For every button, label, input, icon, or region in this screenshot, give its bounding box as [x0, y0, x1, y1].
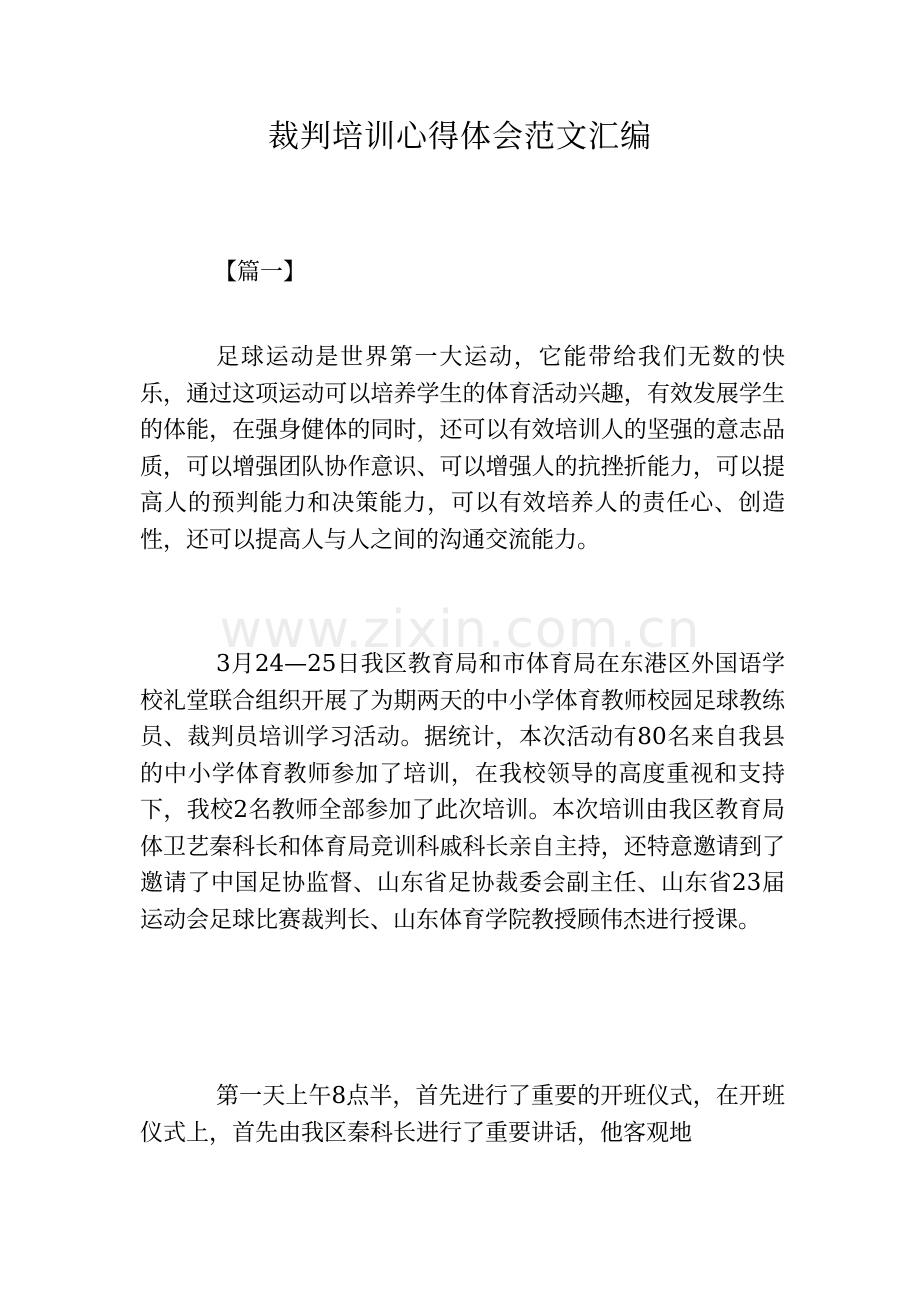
document-title: 裁判培训心得体会范文汇编: [268, 119, 652, 155]
paragraph-3: 第一天上午8点半，首先进行了重要的开班仪式，在开班仪式上，首先由我区秦科长进行了重要讲话，他客观地: [140, 1083, 785, 1146]
section-label: 【篇一】: [214, 259, 306, 285]
paragraph-1: 足球运动是世界第一大运动，它能带给我们无数的快乐，通过这项运动可以培养学生的体育活动兴趣，有效发展学生的体能，在强身健体的同时，还可以有效培训人的坚强的意志品质，可以增强团队协作意识、可以增强人的抗挫折能力，可以提高人的预判能力和决策能力，可以有效培养人的责任心、创造性，还可以提高人与人之间的沟通交流能力。: [140, 344, 785, 553]
paragraph-2: 3月24—25日我区教育局和市体育局在东港区外国语学校礼堂联合组织开展了为期两天的中小学体育教师校园足球教练员、裁判员培训学习活动。据统计，本次活动有80名来自我县的中小学体育教师参加了培训，在我校领导的高度重视和支持下，我校2名教师全部参加了此次培训。本次培训由我区教育局体卫艺秦科长和体育局竞训科戚科长亲自主持，还特意邀请到了邀请了中国足协监督、山东省足协裁委会副主任、山东省23届运动会足球比赛裁判长、山东体育学院教授顾伟杰进行授课。: [140, 651, 785, 933]
watermark: www.zixin.com.cn: [219, 600, 701, 660]
